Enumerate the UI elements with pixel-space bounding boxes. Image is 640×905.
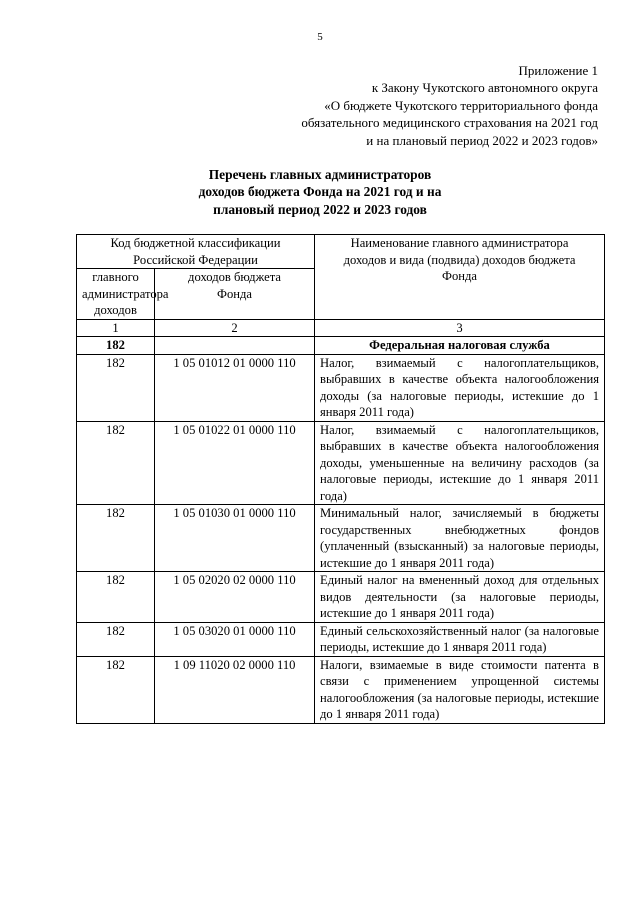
- column-number: 3: [315, 319, 605, 337]
- table-row: [77, 354, 605, 421]
- section-name: Федеральная налоговая служба: [315, 337, 605, 355]
- title-line: Перечень главных администраторов: [208, 167, 432, 182]
- table-row: [77, 656, 605, 723]
- income-code-cell: 1 05 03020 01 0000 110: [155, 622, 315, 656]
- column-numbers-row: [77, 319, 605, 337]
- title-line: плановый период 2022 и 2023 годов: [213, 201, 427, 217]
- table-row: [77, 572, 605, 623]
- page-number: 5: [317, 31, 323, 43]
- header-name: Наименование главного администратора доходов и вида (подвида) доходов бюджета Фонда: [315, 235, 605, 320]
- admin-code-cell: 182: [77, 656, 155, 723]
- administrators-table: [76, 234, 605, 724]
- title-line: доходов бюджета Фонда на 2021 год и на: [198, 184, 442, 200]
- income-name-cell: Единый сельскохозяйственный налог (за налоговые периоды, истекшие до 1 января 2011 года): [315, 622, 605, 656]
- header-income: доходов бюджета Фонда: [155, 269, 315, 320]
- income-name-cell: Единый налог на вмененный доход для отдельных видов деятельности (за налоговые периоды, истекшие до 1 января 2011 года): [315, 572, 605, 623]
- admin-code-cell: 182: [77, 354, 155, 421]
- column-number: 2: [155, 319, 315, 337]
- header-code-group: Код бюджетной классификации Российской Федерации: [77, 235, 315, 269]
- header-admin: главного администратора доходов: [77, 269, 155, 320]
- appendix-line: к Закону Чукотского автономного округа: [371, 80, 598, 96]
- table-row: [77, 505, 605, 572]
- appendix-line: и на плановый период 2022 и 2023 годов»: [366, 132, 598, 148]
- admin-code-cell: 182: [77, 622, 155, 656]
- header-row: [77, 235, 605, 269]
- income-name-cell: Налог, взимаемый с налогоплательщиков, выбравших в качестве объекта налогообложения доходы (за налоговые периоды, истекшие до 1 января 2011 года): [315, 354, 605, 421]
- section-code: [155, 337, 315, 355]
- income-name-cell: Налоги, взимаемые в виде стоимости патента в связи с применением упрощенной системы налогообложения (за налоговые периоды, истекшие до 1 января 2011 года): [315, 656, 605, 723]
- income-name-cell: Налог, взимаемый с налогоплательщиков, выбравших в качестве объекта налогообложения доходы, уменьшенные на величину расходов (за налоговые периоды, истекшие до 1 января 2011 года): [315, 421, 605, 505]
- document-title: [0, 166, 640, 218]
- table-row: [77, 622, 605, 656]
- table-row: [77, 421, 605, 505]
- income-code-cell: 1 05 01022 01 0000 110: [155, 421, 315, 505]
- income-code-cell: 1 05 02020 02 0000 110: [155, 572, 315, 623]
- section-admin: 182: [77, 337, 155, 355]
- admin-code-cell: 182: [77, 572, 155, 623]
- appendix-line: обязательного медицинского страхования на 2021 год: [301, 115, 598, 131]
- income-code-cell: 1 09 11020 02 0000 110: [155, 656, 315, 723]
- appendix-line: «О бюджете Чукотского территориального фонда: [324, 97, 598, 113]
- income-code-cell: 1 05 01012 01 0000 110: [155, 354, 315, 421]
- section-row: [77, 337, 605, 355]
- income-name-cell: Минимальный налог, зачисляемый в бюджеты государственных внебюджетных фондов (уплаченный (взысканный) за налоговые периоды, истекшие до 1 января 2011 года): [315, 505, 605, 572]
- column-number: 1: [77, 319, 155, 337]
- admin-code-cell: 182: [77, 421, 155, 505]
- income-code-cell: 1 05 01030 01 0000 110: [155, 505, 315, 572]
- appendix-line: Приложение 1: [518, 63, 598, 78]
- appendix-header: [198, 62, 598, 149]
- admin-code-cell: 182: [77, 505, 155, 572]
